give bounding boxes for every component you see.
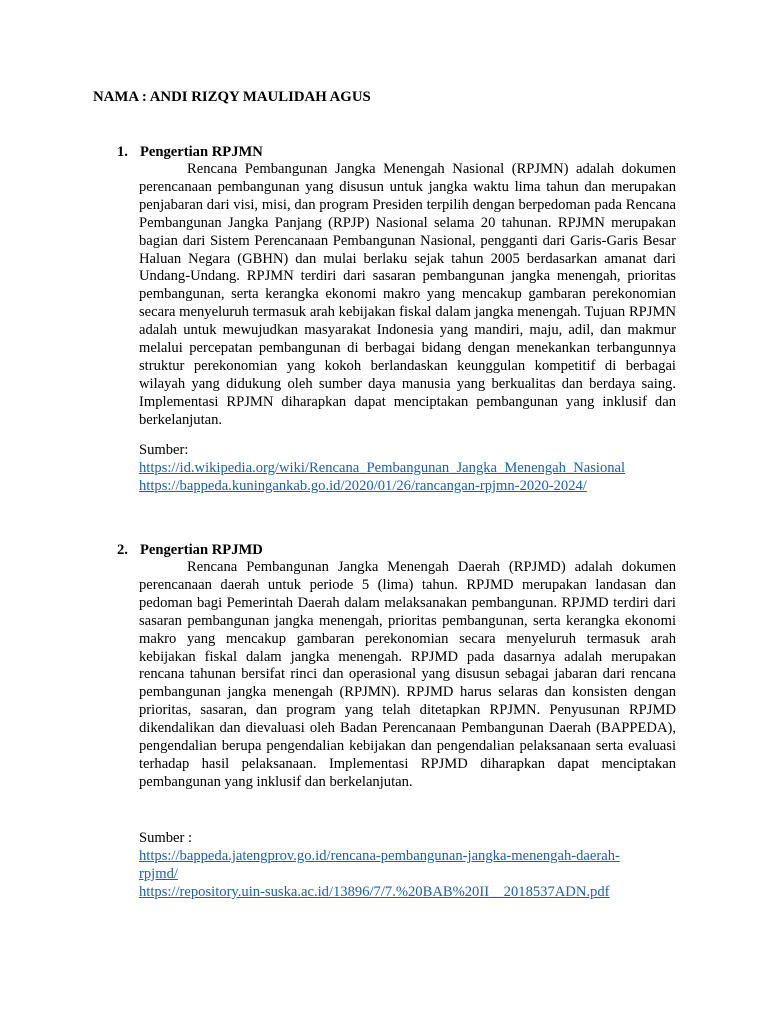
section-body: Rencana Pembangunan Jangka Menengah Nasional (RPJMN) adalah dokumen perencanaan pembangunan yang disusun untuk jangka waktu lima tahun dan merupakan penjabaran dari visi, misi, dan program Presiden terpilih dengan berpedoman pada Rencana Pembangunan Jangka Panjang (RPJP) Nasional selama 20 tahunan. RPJMN merupakan bagian dari Sistem Perencanaan Pembangunan Nasional, pengganti dari Garis-Garis Besar Haluan Negara (GBHN) dan mulai berlaku sejak tahun 2005 berdasarkan amanat dari Undang-Undang. RPJMN terdiri dari sasaran pembangunan jangka menengah, prioritas pembangunan, serta kerangka ekonomi makro yang mencakup gambaran perekonomian secara menyeluruh termasuk arah kebijakan fiskal dalam jangka menengah. Tujuan RPJMN adalah untuk mewujudkan masyarakat Indonesia yang mandiri, maju, adil, dan makmur melalui percepatan pembangunan di berbagai bidang dengan menekankan terbangunnya struktur perekonomian yang kokoh berlandaskan keunggulan kompetitif di berbagai wilayah yang didukung oleh sumber daya manusia yang berkualitas dan berdaya saing. Implementasi RPJMN diharapkan dapat menciptakan pembangunan yang inklusif dan berkelanjutan.	[139, 161, 676, 428]
section-number: 2.	[117, 542, 128, 558]
source-link-bappeda-jateng[interactable]: https://bappeda.jatengprov.go.id/rencana-pembangunan-jangka-menengah-daerah-	[139, 848, 620, 864]
source-link-bappeda-jateng-cont[interactable]: rpjmd/	[139, 866, 178, 882]
author-name-line: NAMA : ANDI RIZQY MAULIDAH AGUS	[93, 89, 371, 105]
source-link-wikipedia[interactable]: https://id.wikipedia.org/wiki/Rencana_Pembangunan_Jangka_Menengah_Nasional	[139, 460, 626, 476]
source-link-repository-uin[interactable]: https://repository.uin-suska.ac.id/13896/7/7.%20BAB%20II__2018537ADN.pdf	[139, 884, 610, 900]
section-title: Pengertian RPJMD	[140, 542, 263, 558]
source-label: Sumber :	[139, 830, 193, 846]
section-title: Pengertian RPJMN	[140, 144, 263, 160]
section-number: 1.	[117, 144, 128, 160]
source-label: Sumber:	[139, 442, 189, 458]
section-body: Rencana Pembangunan Jangka Menengah Daerah (RPJMD) adalah dokumen perencanaan daerah untuk periode 5 (lima) tahun. RPJMD merupakan landasan dan pedoman bagi Pemerintah Daerah dalam melaksanakan pembangunan. RPJMD terdiri dari sasaran pembangunan jangka menengah, prioritas pembangunan, serta kerangka ekonomi makro yang mencakup gambaran perekonomian secara menyeluruh termasuk arah kebijakan fiskal dalam jangka menengah. RPJMD pada dasarnya adalah merupakan rencana tahunan bersifat rinci dan operasional yang disusun sebagai jabaran dari rencana pembangunan jangka menengah (RPJMN). RPJMD harus selaras dan konsisten dengan prioritas, sasaran, dan program yang telah ditetapkan RPJMN. Penyusunan RPJMD dikendalikan dan dievaluasi oleh Badan Perencanaan Pembangunan Daerah (BAPPEDA), pengendalian berupa pengendalian kebijakan dan pengendalian pelaksanaan serta evaluasi terhadap hasil pelaksanaan. Implementasi RPJMD diharapkan dapat menciptakan pembangunan yang inklusif dan berkelanjutan.	[139, 559, 676, 790]
source-link-bappeda-kuningan[interactable]: https://bappeda.kuningankab.go.id/2020/01/26/rancangan-rpjmn-2020-2024/	[139, 478, 587, 494]
